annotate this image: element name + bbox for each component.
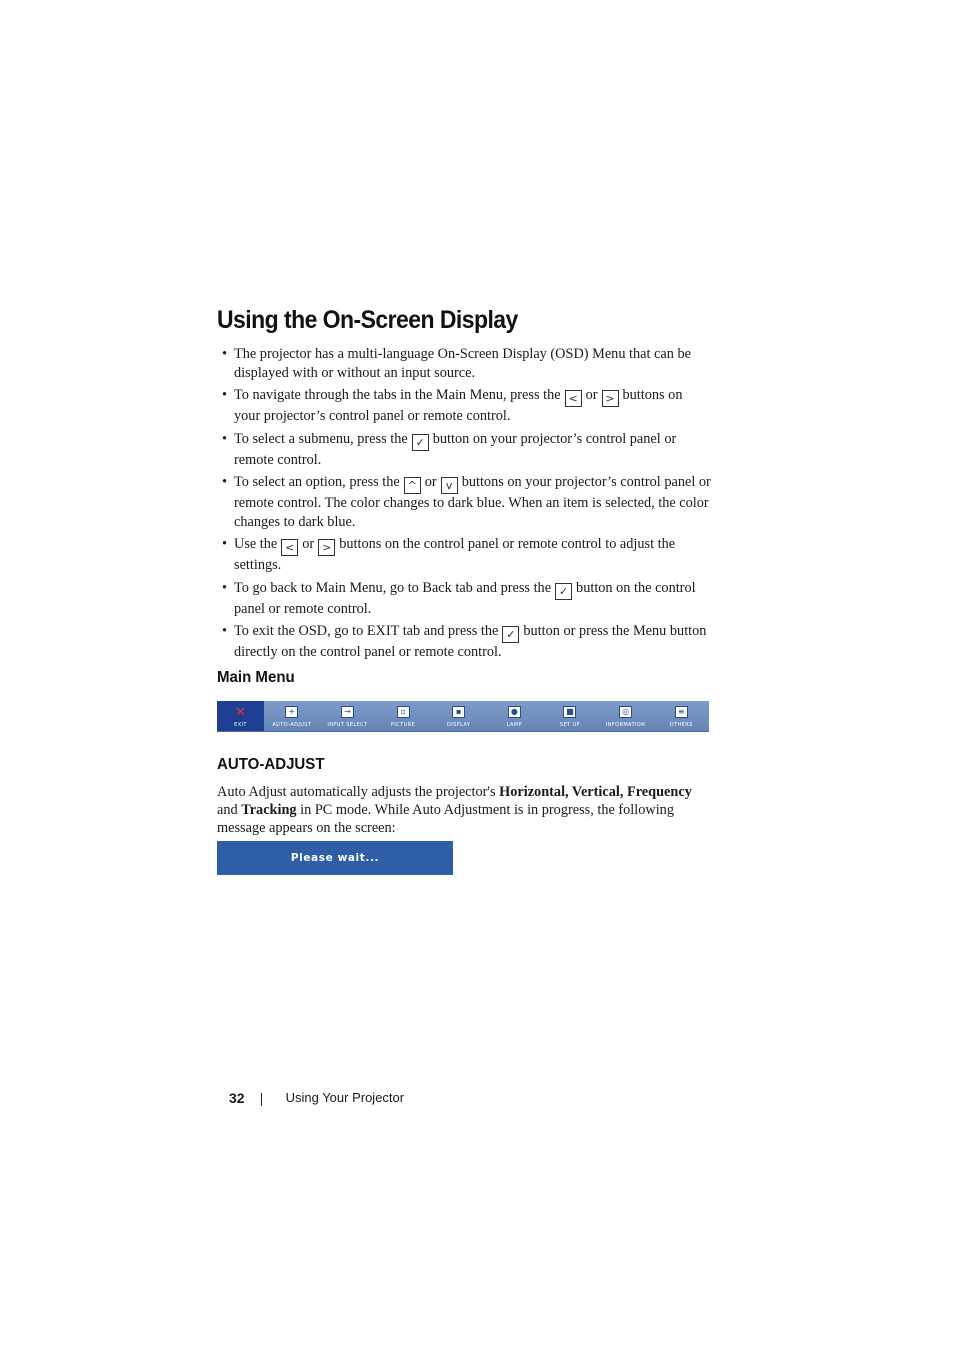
bullet-item: [222, 430, 712, 470]
page-footer: [229, 1089, 404, 1106]
chevron-right-icon: >: [318, 539, 335, 556]
osd-tab-label: LAMP: [506, 722, 522, 728]
bullet-text: buttons on the control panel or remote control to adjust the settings.: [234, 536, 676, 573]
bullet-text: or: [424, 474, 437, 490]
osd-tab-label: AUTO-ADJUST: [272, 722, 312, 728]
auto-adjust-description: [217, 783, 712, 837]
bullet-text: To select an option, press the: [234, 474, 400, 490]
please-wait-text: Please wait...: [290, 852, 380, 864]
bullet-text: To select a submenu, press the: [234, 430, 408, 447]
bullet-text: To navigate through the tabs in the Main Menu, press the: [234, 387, 561, 403]
bullet-item: [222, 622, 712, 662]
osd-main-menu-bar: [217, 701, 709, 732]
osd-tab-input-select[interactable]: [320, 701, 376, 731]
bullet-item: [222, 345, 712, 382]
input-select-icon: →: [341, 706, 354, 718]
chevron-left-icon: <: [281, 539, 298, 556]
exit-icon: ✕: [235, 705, 246, 720]
bullet-text: To exit the OSD, go to EXIT tab and press the: [234, 623, 499, 639]
osd-tab-others[interactable]: [653, 701, 709, 731]
chevron-left-icon: <: [565, 390, 582, 407]
bullet-text: buttons on your projector’s control panel or remote control. The color changes to dark blue. When an item is selected, the color changes to dark blue.: [234, 474, 711, 530]
bullet-text: or: [302, 536, 315, 552]
osd-tab-exit[interactable]: [217, 701, 264, 731]
page-title: Using the On-Screen Display: [217, 306, 518, 334]
auto-adjust-heading: AUTO-ADJUST: [217, 756, 325, 773]
bullet-text: button on the control panel or remote control.: [234, 579, 696, 617]
auto-adjust-bold-params: Horizontal, Vertical, Frequency: [499, 784, 692, 800]
footer-chapter: Using Your Projector: [285, 1090, 405, 1105]
chevron-right-icon: >: [602, 390, 619, 407]
osd-tab-label: PICTURE: [390, 722, 416, 728]
bullet-text: Use the: [234, 536, 278, 552]
bullet-text: or: [585, 387, 598, 403]
check-enter-icon: ✓: [412, 434, 429, 451]
page-number: 32: [229, 1089, 245, 1106]
instruction-list: [222, 345, 712, 666]
osd-tab-auto-adjust[interactable]: [264, 701, 320, 731]
osd-tab-picture[interactable]: [375, 701, 431, 731]
auto-adjust-text-and: and: [217, 802, 238, 818]
check-enter-icon: ✓: [555, 583, 572, 600]
osd-tab-information[interactable]: [598, 701, 654, 731]
others-icon: ≡: [675, 706, 688, 718]
bullet-text: To go back to Main Menu, go to Back tab and press the: [234, 579, 552, 596]
osd-tab-label: SET UP: [559, 722, 580, 728]
osd-tab-label: DISPLAY: [447, 722, 471, 728]
bullet-item: [222, 579, 712, 619]
bullet-text: buttons on your projector’s control panel or remote control.: [234, 387, 683, 424]
main-menu-heading: Main Menu: [217, 669, 295, 686]
osd-tab-label: EXIT: [234, 722, 247, 728]
bullet-text: The projector has a multi-language On-Screen Display (OSD) Menu that can be displayed with or without an input source.: [234, 346, 691, 381]
check-enter-icon: ✓: [502, 626, 519, 643]
osd-tab-set-up[interactable]: [542, 701, 598, 731]
bullet-item: [222, 535, 712, 575]
chevron-up-icon: ^: [404, 477, 421, 494]
osd-tab-display[interactable]: [431, 701, 487, 731]
bullet-item: [222, 386, 712, 426]
display-icon: ▪: [452, 706, 465, 718]
auto-adjust-text-after: in PC mode. While Auto Adjustment is in progress, the following message appears on the screen:: [217, 802, 674, 836]
osd-tab-label: INFORMATION: [605, 722, 646, 728]
auto-adjust-icon: +: [285, 706, 298, 718]
osd-tab-label: OTHERS: [669, 722, 693, 728]
lamp-icon: ●: [508, 706, 521, 718]
auto-adjust-text-before: Auto Adjust automatically adjusts the projector's: [217, 784, 496, 800]
footer-divider: [261, 1093, 262, 1106]
osd-tab-label: INPUT SELECT: [327, 722, 368, 728]
setup-icon: ■: [563, 706, 576, 718]
bullet-text: button on your projector’s control panel or remote control.: [234, 430, 677, 468]
bullet-item: [222, 473, 712, 531]
picture-icon: ▫: [397, 706, 410, 718]
auto-adjust-bold-tracking: Tracking: [241, 802, 297, 818]
osd-tab-lamp[interactable]: [487, 701, 543, 731]
bullet-text: button or press the Menu button directly on the control panel or remote control.: [234, 623, 707, 660]
information-icon: ◎: [619, 706, 632, 718]
chevron-down-icon: v: [441, 477, 458, 494]
please-wait-message: [217, 841, 453, 875]
